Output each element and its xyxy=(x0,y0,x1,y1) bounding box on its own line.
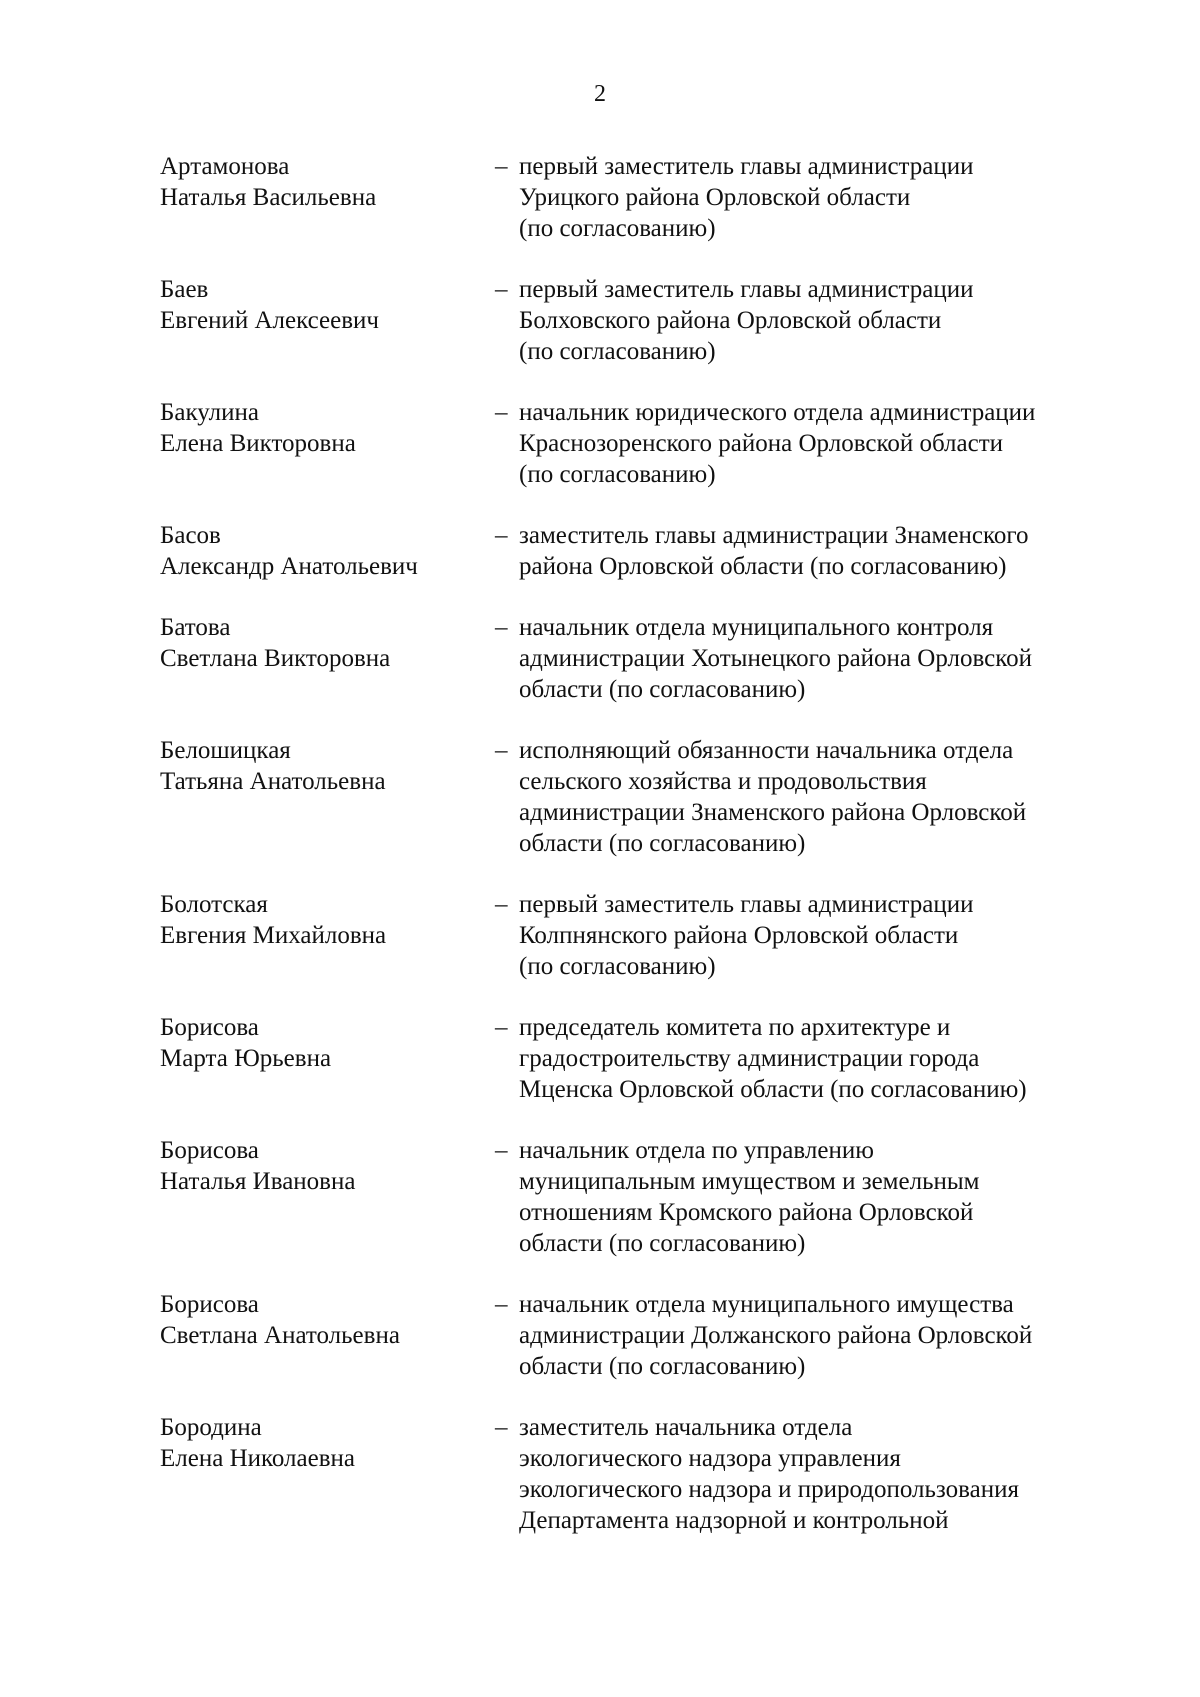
description-line: исполняющий обязанности начальника отдела xyxy=(519,737,1014,764)
person-name xyxy=(160,274,495,367)
description-line: (по согласованию) xyxy=(519,338,716,365)
list-item xyxy=(160,612,1100,705)
description-line: области (по согласованию) xyxy=(519,676,806,703)
page-number: 2 xyxy=(594,81,606,107)
list-item xyxy=(160,274,1100,367)
surname: Белошицкая xyxy=(160,737,291,764)
person-name xyxy=(160,889,495,982)
dash: – xyxy=(495,891,508,918)
description-line: отношениям Кромского района Орловской xyxy=(519,1199,974,1226)
position-description xyxy=(519,735,1100,859)
person-name xyxy=(160,151,495,244)
given-name: Наталья Ивановна xyxy=(160,1168,356,1195)
description-line: начальник отдела муниципального контроля xyxy=(519,614,994,641)
description-line: администрации Знаменского района Орловской xyxy=(519,799,1027,826)
description-line: экологического надзора и природопользования xyxy=(519,1476,1019,1503)
given-name: Наталья Васильевна xyxy=(160,184,377,211)
surname: Болотская xyxy=(160,891,268,918)
description-line: первый заместитель главы администрации xyxy=(519,276,974,303)
dash: – xyxy=(495,1014,508,1041)
given-name: Елена Викторовна xyxy=(160,430,356,457)
description-line: начальник юридического отдела администрации xyxy=(519,399,1036,426)
person-name xyxy=(160,520,495,582)
person-name xyxy=(160,397,495,490)
surname: Баев xyxy=(160,276,209,303)
description-line: заместитель главы администрации Знаменского xyxy=(519,522,1029,549)
surname: Борисова xyxy=(160,1291,259,1318)
position-description xyxy=(519,274,1100,367)
description-line: начальник отдела по управлению xyxy=(519,1137,874,1164)
given-name: Александр Анатольевич xyxy=(160,553,418,580)
description-line: начальник отдела муниципального имущества xyxy=(519,1291,1014,1318)
given-name: Евгений Алексеевич xyxy=(160,307,379,334)
surname: Бородина xyxy=(160,1414,262,1441)
surname: Борисова xyxy=(160,1014,259,1041)
position-description xyxy=(519,1289,1100,1382)
list-item xyxy=(160,520,1100,582)
given-name: Татьяна Анатольевна xyxy=(160,768,386,795)
person-name xyxy=(160,1412,495,1536)
dash: – xyxy=(495,737,508,764)
description-line: Департамента надзорной и контрольной xyxy=(519,1507,949,1534)
person-name xyxy=(160,735,495,859)
description-line: (по согласованию) xyxy=(519,461,716,488)
position-description xyxy=(519,520,1100,582)
dash: – xyxy=(495,1291,508,1318)
description-line: Колпнянского района Орловской области xyxy=(519,922,959,949)
description-line: заместитель начальника отдела xyxy=(519,1414,853,1441)
description-line: района Орловской области (по согласованию) xyxy=(519,553,1007,580)
list-item xyxy=(160,735,1100,859)
dash: – xyxy=(495,153,508,180)
list-item xyxy=(160,1012,1100,1105)
description-line: Краснозоренского района Орловской области xyxy=(519,430,1004,457)
description-line: председатель комитета по архитектуре и xyxy=(519,1014,951,1041)
list-item xyxy=(160,1412,1100,1536)
description-line: администрации Должанского района Орловской xyxy=(519,1322,1033,1349)
dash: – xyxy=(495,1414,508,1441)
surname: Борисова xyxy=(160,1137,259,1164)
dash: – xyxy=(495,276,508,303)
position-description xyxy=(519,397,1100,490)
description-line: Урицкого района Орловской области xyxy=(519,184,911,211)
surname: Батова xyxy=(160,614,231,641)
position-description xyxy=(519,151,1100,244)
dash: – xyxy=(495,399,508,426)
dash: – xyxy=(495,614,508,641)
surname: Басов xyxy=(160,522,221,549)
given-name: Марта Юрьевна xyxy=(160,1045,332,1072)
description-line: администрации Хотынецкого района Орловской xyxy=(519,645,1032,672)
list-item xyxy=(160,151,1100,244)
description-line: области (по согласованию) xyxy=(519,830,806,857)
surname: Бакулина xyxy=(160,399,259,426)
description-line: экологического надзора управления xyxy=(519,1445,901,1472)
given-name: Светлана Викторовна xyxy=(160,645,391,672)
person-name xyxy=(160,1012,495,1105)
position-description xyxy=(519,1012,1100,1105)
list-item xyxy=(160,1135,1100,1259)
position-description xyxy=(519,1412,1100,1536)
description-line: муниципальным имуществом и земельным xyxy=(519,1168,980,1195)
description-line: (по согласованию) xyxy=(519,953,716,980)
description-line: первый заместитель главы администрации xyxy=(519,891,974,918)
description-line: сельского хозяйства и продовольствия xyxy=(519,768,927,795)
given-name: Светлана Анатольевна xyxy=(160,1322,400,1349)
person-name xyxy=(160,1135,495,1259)
list-item xyxy=(160,889,1100,982)
description-line: градостроительству администрации города xyxy=(519,1045,980,1072)
dash: – xyxy=(495,522,508,549)
given-name: Елена Николаевна xyxy=(160,1445,355,1472)
description-line: области (по согласованию) xyxy=(519,1230,806,1257)
list-item xyxy=(160,397,1100,490)
dash: – xyxy=(495,1137,508,1164)
description-line: Болховского района Орловской области xyxy=(519,307,942,334)
description-line: Мценска Орловской области (по согласованию) xyxy=(519,1076,1027,1103)
list-item xyxy=(160,1289,1100,1382)
surname: Артамонова xyxy=(160,153,290,180)
member-list xyxy=(160,151,1100,1536)
description-line: (по согласованию) xyxy=(519,215,716,242)
description-line: первый заместитель главы администрации xyxy=(519,153,974,180)
position-description xyxy=(519,612,1100,705)
position-description xyxy=(519,889,1100,982)
given-name: Евгения Михайловна xyxy=(160,922,387,949)
person-name xyxy=(160,1289,495,1382)
position-description xyxy=(519,1135,1100,1259)
description-line: области (по согласованию) xyxy=(519,1353,806,1380)
person-name xyxy=(160,612,495,705)
